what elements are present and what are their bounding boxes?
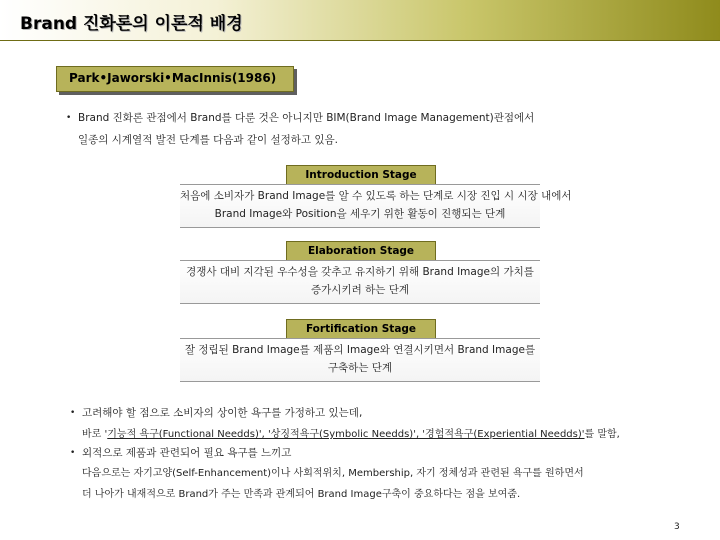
note-1-line-2 <box>82 428 620 442</box>
intro-bullet: • <box>66 113 72 123</box>
stage-body-fortification <box>180 338 540 382</box>
stage-line: 경쟁사 대비 지각된 우수성을 갖추고 유지하기 위해 Brand Image의 가치를 <box>186 266 534 278</box>
title-bar <box>0 0 720 40</box>
stage-body-introduction <box>180 184 572 228</box>
note-2-line-1: 외적으로 제품과 관련되어 필요 욕구를 느끼고 <box>82 447 292 459</box>
stage-header-fortification: Fortification Stage <box>286 319 436 339</box>
intro-line-1: Brand 진화론 관점에서 Brand를 다룬 것은 아니지만 BIM(Brand Image Management)관점에서 <box>78 112 535 124</box>
intro-line-2: 일종의 시계열적 발전 단계를 다음과 같이 설정하고 있음. <box>78 134 338 146</box>
author-label: Park•Jaworski•MacInnis(1986) <box>69 71 277 85</box>
stage-line: 증가시키려 하는 단계 <box>311 284 409 296</box>
note-bullet: • <box>70 448 76 458</box>
page-number: 3 <box>674 522 680 532</box>
needs-list: 기능적 욕구(Functional Needds)', '상징적욕구(Symbolic Needds)', '경험적욕구(Experiential Needds)' <box>107 429 585 440</box>
slide-title: Brand 진화론의 이론적 배경 <box>20 14 243 34</box>
note-bullet: • <box>70 408 76 418</box>
stage-header-elaboration: Elaboration Stage <box>286 241 436 261</box>
note-1-prefix: 바로 ' <box>82 429 108 440</box>
note-1-line-1: 고려해야 할 점으로 소비자의 상이한 욕구를 가정하고 있는데, <box>82 407 363 419</box>
note-2-line-3: 더 나아가 내재적으로 Brand가 주는 만족과 관계되어 Brand Image구축이 중요하다는 점을 보여줌. <box>82 489 521 500</box>
stage-line: 잘 정립된 Brand Image를 제품의 Image와 연결시키면서 Brand Image를 <box>184 344 536 356</box>
stage-body-elaboration <box>180 260 540 304</box>
note-2-line-2: 다음으로는 자기고양(Self-Enhancement)이나 사회적위치, Membership, 자기 정체성과 관련된 욕구를 원하면서 <box>82 468 584 479</box>
stage-line: 처음에 소비자가 Brand Image를 알 수 있도록 하는 단계로 시장 진입 시 시장 내에서 <box>180 190 572 202</box>
author-box <box>56 66 294 92</box>
stage-header-introduction: Introduction Stage <box>286 165 436 185</box>
stage-line: Brand Image와 Position을 세우기 위한 활동이 진행되는 단계 <box>214 208 506 220</box>
title-divider <box>0 40 720 41</box>
note-1-suffix: 를 말함, <box>584 429 620 440</box>
stage-line: 구축하는 단계 <box>327 362 393 374</box>
